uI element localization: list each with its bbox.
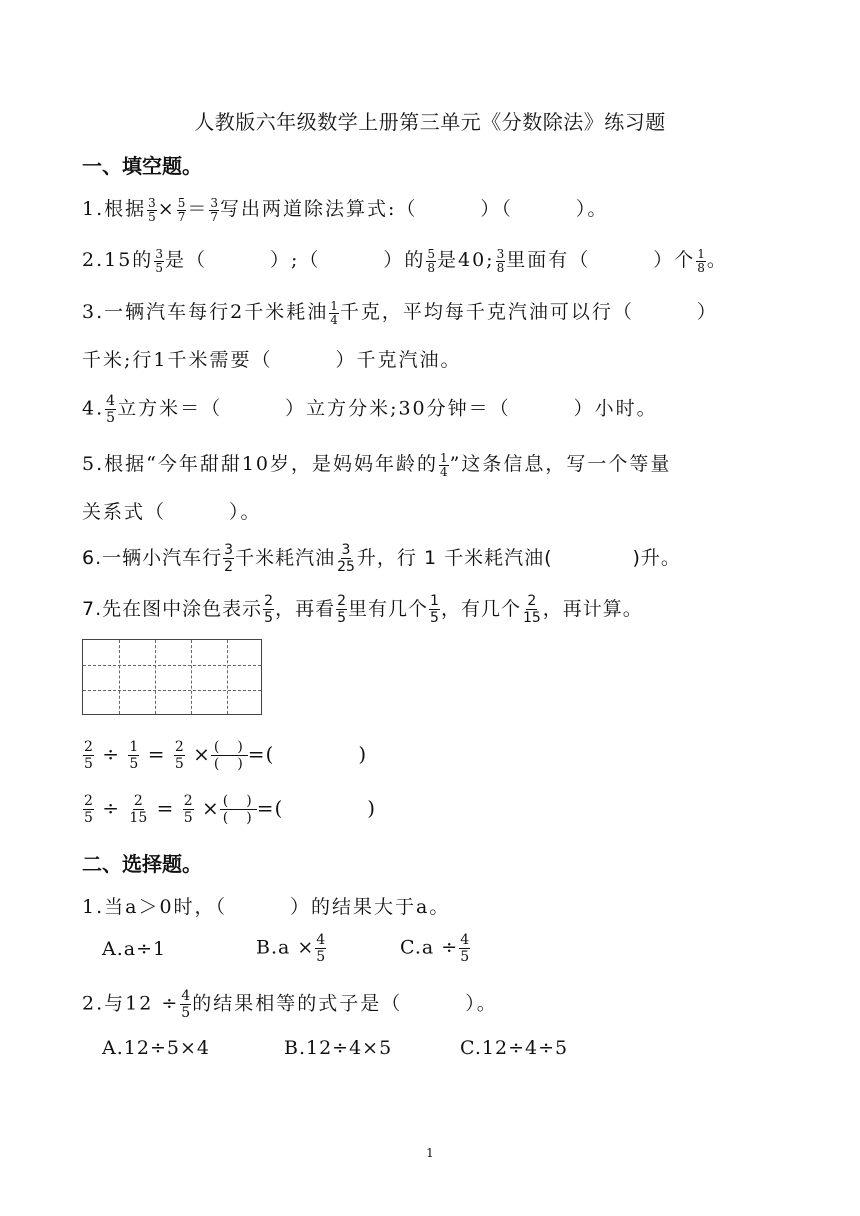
- question-4: 4. $\frac{4}{5}$ 立方米＝（ ）立方分米;30分钟＝（ ）小时。: [82, 393, 658, 426]
- question-3: 3.一辆汽车每行2千米耗油 $\frac{1}{4}$ 千克，平均每千克汽油可以行（ ）: [82, 298, 718, 327]
- choice-1-option-c: C.a ÷ $\frac{4}{5}$: [400, 932, 470, 965]
- question-6: 6.一辆小汽车行 $\frac{3}{2}$ 千米耗汽油 $\frac{3}{25}$ 升，行 1 千米耗汽油( )升。: [82, 542, 681, 575]
- choice-question-1: 1.当a＞0时，（ ）的结果大于a。: [82, 896, 451, 918]
- question-5: 5.根据“今年甜甜10岁，是妈妈年龄的 $\frac{1}{4}$ ”这条信息，写一个等量: [82, 450, 672, 479]
- page-title: 人教版六年级数学上册第三单元《分数除法》练习题: [194, 110, 666, 134]
- question-7: 7.先在图中涂色表示 $\frac{2}{5}$ ，再看 $\frac{2}{5}$ 里有几个 $\frac{1}{5}$ ，有几个 $\frac{2}{15}$ ，再计算。: [82, 593, 643, 626]
- question-1: 1.根据 $\frac{3}{5}$ × $\frac{5}{7}$ ＝ $\frac{3}{7}$ 写出两道除法算式:（ ）（ ）。: [82, 195, 609, 224]
- question-2: 2.15的 $\frac{3}{5}$ 是（ ）;（ ）的 $\frac{5}{8}$ 是40; $\frac{3}{8}$ 里面有（ ）个 $\frac{1}{8}$ 。: [82, 246, 728, 275]
- calculation-1: $\frac{2}{5}$ ÷ $\frac{1}{5}$ = $\frac{2}{5}$ × ( ) ( ) =( ): [84, 739, 368, 772]
- page-number: 1: [426, 1146, 434, 1160]
- calculation-2: $\frac{2}{5}$ ÷ $\frac{2}{15}$ = $\frac{2}{5}$ × ( ) ( ) =( ): [84, 793, 377, 826]
- section-choice-heading: 二、选择题。: [82, 852, 202, 876]
- question-5-line-2: 关系式（ ）。: [82, 501, 262, 523]
- choice-2-option-b: B.12÷4×5: [284, 1037, 393, 1059]
- choice-2-option-a: A.12÷5×4: [102, 1037, 210, 1059]
- shading-grid[interactable]: [82, 639, 262, 715]
- choice-1-option-b: B.a × $\frac{4}{5}$: [256, 932, 326, 965]
- choice-question-2: 2.与12 ÷ $\frac{4}{5}$ 的结果相等的式子是（ ）。: [82, 988, 498, 1021]
- choice-2-option-c: C.12÷4÷5: [460, 1037, 569, 1059]
- question-3-line-2: 千米;行1千米需要（ ）千克汽油。: [82, 349, 462, 371]
- choice-1-option-a: A.a÷1: [102, 938, 167, 960]
- section-fill-in-heading: 一、填空题。: [82, 154, 202, 178]
